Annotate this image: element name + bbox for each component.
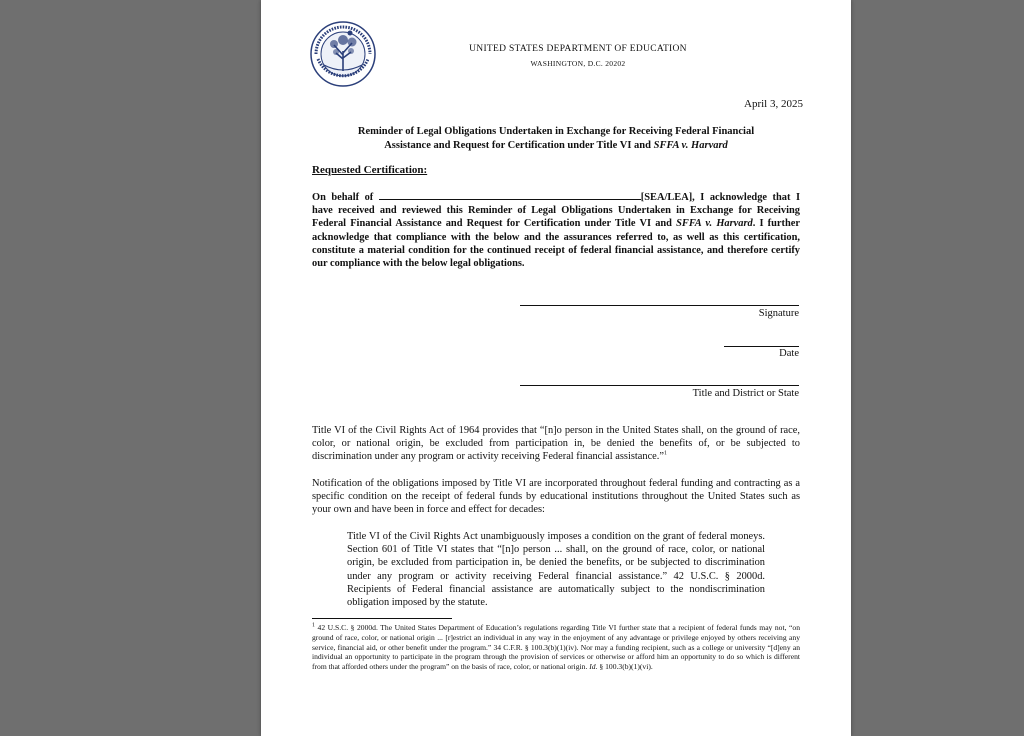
date-label: Date [779, 348, 799, 359]
paragraph-notification: Notification of the obligations imposed by Title VI are incorporated throughout federal funding and contracting as a specific condition on the receipt of federal funds by educational institutions throughout the United States such as your own and have been in force and effect for decades: [312, 478, 800, 516]
footnote [312, 623, 800, 672]
certification-text: [SEA/LEA], I acknowledge that I have received and reviewed this Reminder of Legal Obligations Undertaken in Exchange for Receiving Federal Financial Assistance and Request for Certification under Title VI and [312, 192, 800, 230]
agency-name: UNITED STATES DEPARTMENT OF EDUCATION [469, 44, 687, 54]
document-page [261, 0, 851, 736]
title-district-label: Title and District or State [692, 388, 799, 399]
footnote-divider [312, 618, 452, 619]
footnote-id: Id. [589, 662, 598, 672]
footnote-text-end: § 100.3(b)(1)(vi). [597, 662, 653, 672]
section-heading: Requested Certification: [312, 164, 428, 176]
title-case-name: SFFA v. Harvard [653, 139, 728, 151]
title-line-2 [311, 139, 801, 153]
certification-on-behalf: On behalf of [312, 192, 379, 203]
certification-text-rest: . I further acknowledge that compliance with the below and the assurances referred to, as well as this certification, constitute a material condition for the continued receipt of federal financial assistance, and therefore certify our compliance with the below legal obligations. [312, 218, 800, 270]
block-quote: Title VI of the Civil Rights Act unambiguously imposes a condition on the grant of federal moneys. Section 601 of Title VI states that “[n]o person ... shall, on the ground of race, color, or national origin, be excluded from participation in, be denied the benefits, or be subjected to discrimination under any program or activity receiving Federal financial assistance.” 42 U.S.C. § 2000d. Recipients of Federal financial assistance are automatically subject to the nondiscrimination obligation imposed by the statute. [347, 531, 765, 609]
certification-paragraph [312, 190, 800, 270]
title-line-1: Reminder of Legal Obligations Undertaken in Exchange for Receiving Federal Financial [357, 126, 755, 137]
footnote-number: 1 [312, 622, 315, 629]
sea-lea-blank-field[interactable] [379, 190, 641, 200]
agency-address: WASHINGTON, D.C. 20202 [530, 59, 626, 68]
title-district-line[interactable] [520, 385, 799, 386]
signature-line[interactable] [520, 305, 799, 306]
title-line-2-text: Assistance and Request for Certification under Title VI and [384, 139, 654, 151]
paragraph-title-vi-text: Title VI of the Civil Rights Act of 1964 provides that “[n]o person in the United States shall, on the ground of race, color, or national origin, be excluded from participation in, be denied the benefits of, or be subjected to discrimination under any program or activity receiving Federal financial assistance.” [312, 425, 800, 463]
footnote-reference: 1 [664, 450, 667, 457]
date-line[interactable] [724, 346, 799, 347]
footnote-text: 42 U.S.C. § 2000d. The United States Department of Education’s regulations regarding Title VI further state that a recipient of federal funds may not, “on ground of race, color, or national origin ... [r]estrict an individual in any way in the enjoyment of any advantage or privilege enjoyed by others receiving any service, financial aid, or other benefit under the program.” 34 C.F.R. § 100.3(b)(1)(iv). Nor may a funding recipient, such as a college or university “[d]eny an individual an opportunity to participate in the program through the provision of services or otherwise or afford him an opportunity to do so which is different from that afforded others under the program” on the basis of race, color, or national origin. [312, 623, 800, 672]
certification-case-name: SFFA v. Harvard [676, 218, 753, 230]
document-title [311, 125, 801, 152]
paragraph-title-vi [312, 424, 800, 464]
department-seal-icon [310, 21, 376, 87]
signature-label: Signature [758, 308, 799, 319]
letter-date: April 3, 2025 [744, 98, 803, 110]
